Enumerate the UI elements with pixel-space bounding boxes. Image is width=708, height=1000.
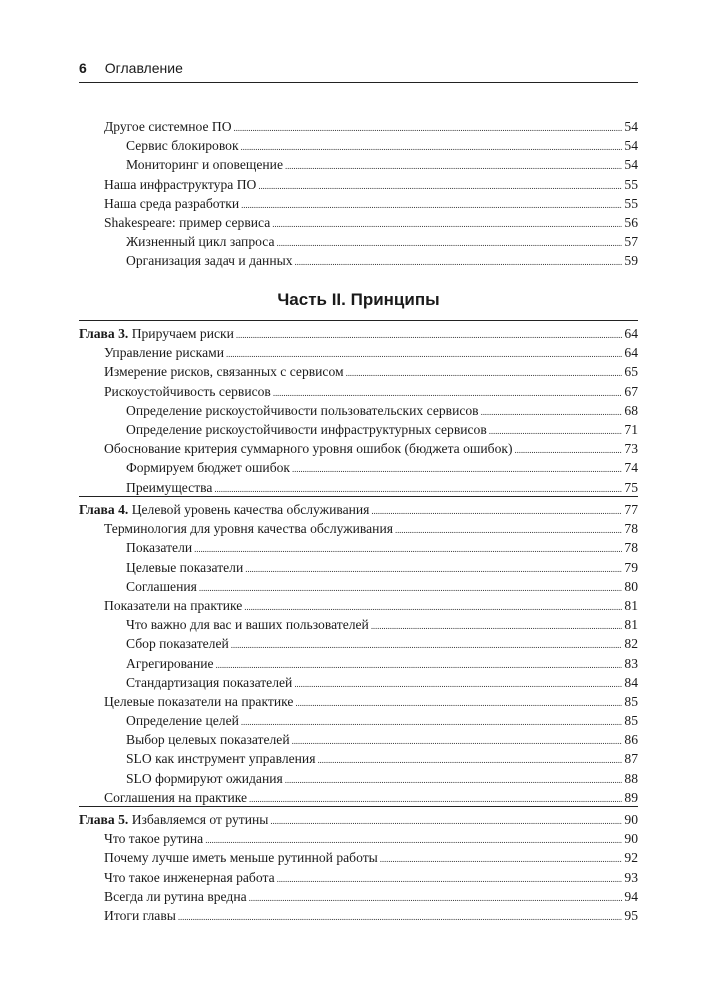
toc-entry[interactable] [79, 382, 638, 401]
leader-dots [346, 364, 623, 383]
leader-dots [270, 812, 622, 831]
toc-page-number: 55 [624, 195, 638, 211]
toc-entry[interactable] [79, 117, 638, 136]
toc-entry-title: Стандартизация показателей [126, 674, 293, 690]
toc-entry-title [79, 324, 234, 343]
toc-entry-title: Жизненный цикл запроса [126, 234, 275, 250]
toc-page-number: 81 [624, 597, 638, 613]
leader-dots [234, 119, 623, 138]
toc-entry[interactable] [79, 711, 638, 730]
toc-entry[interactable] [79, 730, 638, 749]
chapter-title: Избавляемся от рутины [131, 812, 269, 827]
toc-entry[interactable] [79, 906, 638, 925]
toc-page-number: 64 [624, 345, 638, 361]
toc-entry[interactable] [79, 213, 638, 232]
toc-entry[interactable] [79, 769, 638, 788]
chapter-title: Приручаем риски [131, 326, 234, 341]
toc-entry-title: SLO как инструмент управления [126, 751, 316, 767]
toc-entry-title: Наша среда разработки [104, 195, 240, 211]
toc-page-number: 78 [624, 521, 638, 537]
page-number: 6 [79, 60, 87, 76]
toc-entry[interactable] [79, 478, 638, 497]
toc-chapter-4 [79, 496, 638, 807]
toc-entry-title: Целевые показатели на практике [104, 693, 294, 709]
toc-page-number: 54 [624, 138, 638, 154]
toc-entry-title: Управление рисками [104, 345, 224, 361]
toc-page-number: 75 [624, 479, 638, 495]
toc-entry-title: Формируем бюджет ошибок [126, 460, 291, 476]
leader-dots [199, 579, 623, 598]
toc-entry-title: Сервис блокировок [126, 138, 239, 154]
toc-page-number: 88 [624, 770, 638, 786]
toc-entry[interactable] [79, 848, 638, 867]
leader-dots [371, 617, 623, 636]
toc-page-number: 54 [624, 119, 638, 134]
toc-entry-title: Что важно для вас и ваших пользователей [126, 617, 369, 633]
leader-dots [395, 521, 622, 540]
leader-dots [292, 732, 623, 751]
leader-dots [231, 636, 623, 655]
toc-entry-title: Выбор целевых показателей [126, 732, 290, 748]
toc-entry[interactable] [79, 343, 638, 362]
toc-entry[interactable] [79, 519, 638, 538]
toc-entry[interactable] [79, 654, 638, 673]
toc-entry[interactable] [79, 251, 638, 270]
toc-entry[interactable] [79, 232, 638, 251]
toc-page-number: 85 [624, 693, 638, 709]
toc-page-number: 94 [624, 888, 638, 904]
toc-entry[interactable] [79, 692, 638, 711]
toc-entry-title: Сбор показателей [126, 636, 229, 652]
toc-page-number: 77 [624, 502, 638, 517]
toc-entry[interactable] [79, 194, 638, 213]
toc-page-number: 79 [624, 559, 638, 575]
toc-entry[interactable] [79, 136, 638, 155]
leader-dots [294, 675, 622, 694]
leader-dots [258, 177, 622, 196]
leader-dots [371, 502, 622, 521]
toc-entry[interactable] [79, 868, 638, 887]
running-title: Оглавление [104, 60, 183, 76]
leader-dots [241, 196, 622, 215]
toc-entry-title: Другое системное ПО [104, 119, 232, 134]
toc-entry-title: Определение рискоустойчивости пользовательских сервисов [126, 402, 479, 418]
toc-entry-title: Всегда ли рутина вредна [104, 888, 247, 904]
toc-entry[interactable] [79, 829, 638, 848]
toc-chapter-5 [79, 806, 638, 925]
toc-entry-title: Измерение рисков, связанных с сервисом [104, 364, 344, 380]
toc-page-number: 81 [624, 617, 638, 633]
toc-entry-title: Агрегирование [126, 655, 214, 671]
leader-dots [249, 889, 623, 908]
toc-page-number: 95 [624, 907, 638, 923]
toc-entry-title [79, 810, 268, 829]
toc-page-number: 59 [624, 253, 638, 269]
toc-entry-title: Соглашения на практике [104, 789, 248, 805]
toc-page-number: 86 [624, 732, 638, 748]
toc-page-number: 93 [624, 869, 638, 885]
toc-entry[interactable] [79, 401, 638, 420]
chapter-label: Глава 3. [79, 326, 129, 341]
toc-entry-title: Итоги главы [104, 907, 176, 923]
toc-entry-title: Определение рискоустойчивости инфраструктурных сервисов [126, 421, 487, 437]
leader-dots [241, 138, 623, 157]
toc-entry-title: Соглашения [126, 578, 197, 594]
toc-page-number: 55 [624, 176, 638, 192]
toc-chapter-entry[interactable] [79, 810, 638, 829]
leader-dots [245, 560, 622, 579]
chapter-label: Глава 5. [79, 812, 129, 827]
leader-dots [277, 870, 623, 889]
toc-entry-title: Определение целей [126, 713, 239, 729]
toc-page-number: 85 [624, 713, 638, 729]
leader-dots [194, 540, 622, 559]
toc-chapter-3 [79, 320, 638, 497]
toc-entry[interactable] [79, 420, 638, 439]
toc-page-number: 78 [624, 540, 638, 556]
leader-dots [380, 850, 623, 869]
toc-page-number: 80 [624, 578, 638, 594]
toc-section-part1-tail [79, 117, 638, 271]
toc-page-number: 71 [624, 421, 638, 437]
toc-page-number: 90 [624, 812, 638, 827]
toc-entry-title: Показатели на практике [104, 597, 243, 613]
toc-entry-title: Преимущества [126, 479, 213, 495]
chapter-label: Глава 4. [79, 502, 129, 517]
toc-chapter-entry[interactable] [79, 500, 638, 519]
toc-page-number: 84 [624, 674, 638, 690]
toc-entry-title: Рискоустойчивость сервисов [104, 383, 271, 399]
toc-page-number: 89 [624, 789, 638, 805]
toc-entry-title: Обоснование критерия суммарного уровня ошибок (бюджета ошибок) [104, 441, 513, 457]
toc-entry-title: Организация задач и данных [126, 253, 293, 269]
toc-entry-title: Показатели [126, 540, 193, 556]
toc-entry-title: Мониторинг и оповещение [126, 157, 283, 173]
toc-entry[interactable] [79, 749, 638, 768]
toc-entry[interactable] [79, 788, 638, 807]
leader-dots [236, 326, 623, 345]
toc-entry-title: Терминология для уровня качества обслуживания [104, 521, 393, 537]
toc-entry[interactable] [79, 155, 638, 174]
toc-page-number: 57 [624, 234, 638, 250]
part-heading: Часть II. Принципы [277, 290, 440, 309]
toc-entry-title: Наша инфраструктура ПО [104, 176, 257, 192]
toc-entry[interactable] [79, 538, 638, 557]
toc-entry[interactable] [79, 458, 638, 477]
toc-chapter-entry[interactable] [79, 324, 638, 343]
leader-dots [285, 157, 622, 176]
toc-page-number: 68 [624, 402, 638, 418]
toc-entry[interactable] [79, 634, 638, 653]
toc-entry-title: Целевые показатели [126, 559, 244, 575]
toc-entry-title: SLO формируют ожидания [126, 770, 283, 786]
leader-dots [178, 908, 623, 927]
toc-entry[interactable] [79, 887, 638, 906]
toc-page-number: 64 [624, 326, 638, 341]
toc-page-number: 82 [624, 636, 638, 652]
toc-entry[interactable] [79, 439, 638, 458]
leader-dots [277, 234, 623, 253]
toc-page-number: 92 [624, 850, 638, 866]
toc-entry[interactable] [79, 558, 638, 577]
toc-page-number: 67 [624, 383, 638, 399]
leader-dots [292, 460, 622, 479]
toc-entry-title: Что такое рутина [104, 831, 204, 847]
leader-dots [285, 771, 623, 790]
leader-dots [481, 403, 623, 422]
toc-page-number: 65 [624, 364, 638, 380]
leader-dots [241, 713, 623, 732]
leader-dots [295, 694, 622, 713]
toc-entry-title: Почему лучше иметь меньше рутинной работы [104, 850, 378, 866]
toc-entry[interactable] [79, 615, 638, 634]
toc-entry[interactable] [79, 175, 638, 194]
leader-dots [515, 441, 623, 460]
toc-page-number: 87 [624, 751, 638, 767]
toc-page-number: 83 [624, 655, 638, 671]
toc-entry-title: Что такое инженерная работа [104, 869, 275, 885]
toc-entry-title [79, 500, 369, 519]
toc-entry[interactable] [79, 596, 638, 615]
leader-dots [295, 253, 623, 272]
toc-page-number: 73 [624, 441, 638, 457]
toc-page-number: 56 [624, 214, 638, 230]
toc-entry[interactable] [79, 362, 638, 381]
toc-entry[interactable] [79, 577, 638, 596]
leader-dots [317, 751, 622, 770]
leader-dots [272, 215, 622, 234]
toc-entry-title: Shakespeare: пример сервиса [104, 214, 271, 230]
running-head [79, 58, 638, 83]
chapter-title: Целевой уровень качества обслуживания [131, 502, 370, 517]
toc-page-number: 90 [624, 831, 638, 847]
toc-entry[interactable] [79, 673, 638, 692]
toc-page-number: 54 [624, 157, 638, 173]
toc-page-number: 74 [624, 460, 638, 476]
